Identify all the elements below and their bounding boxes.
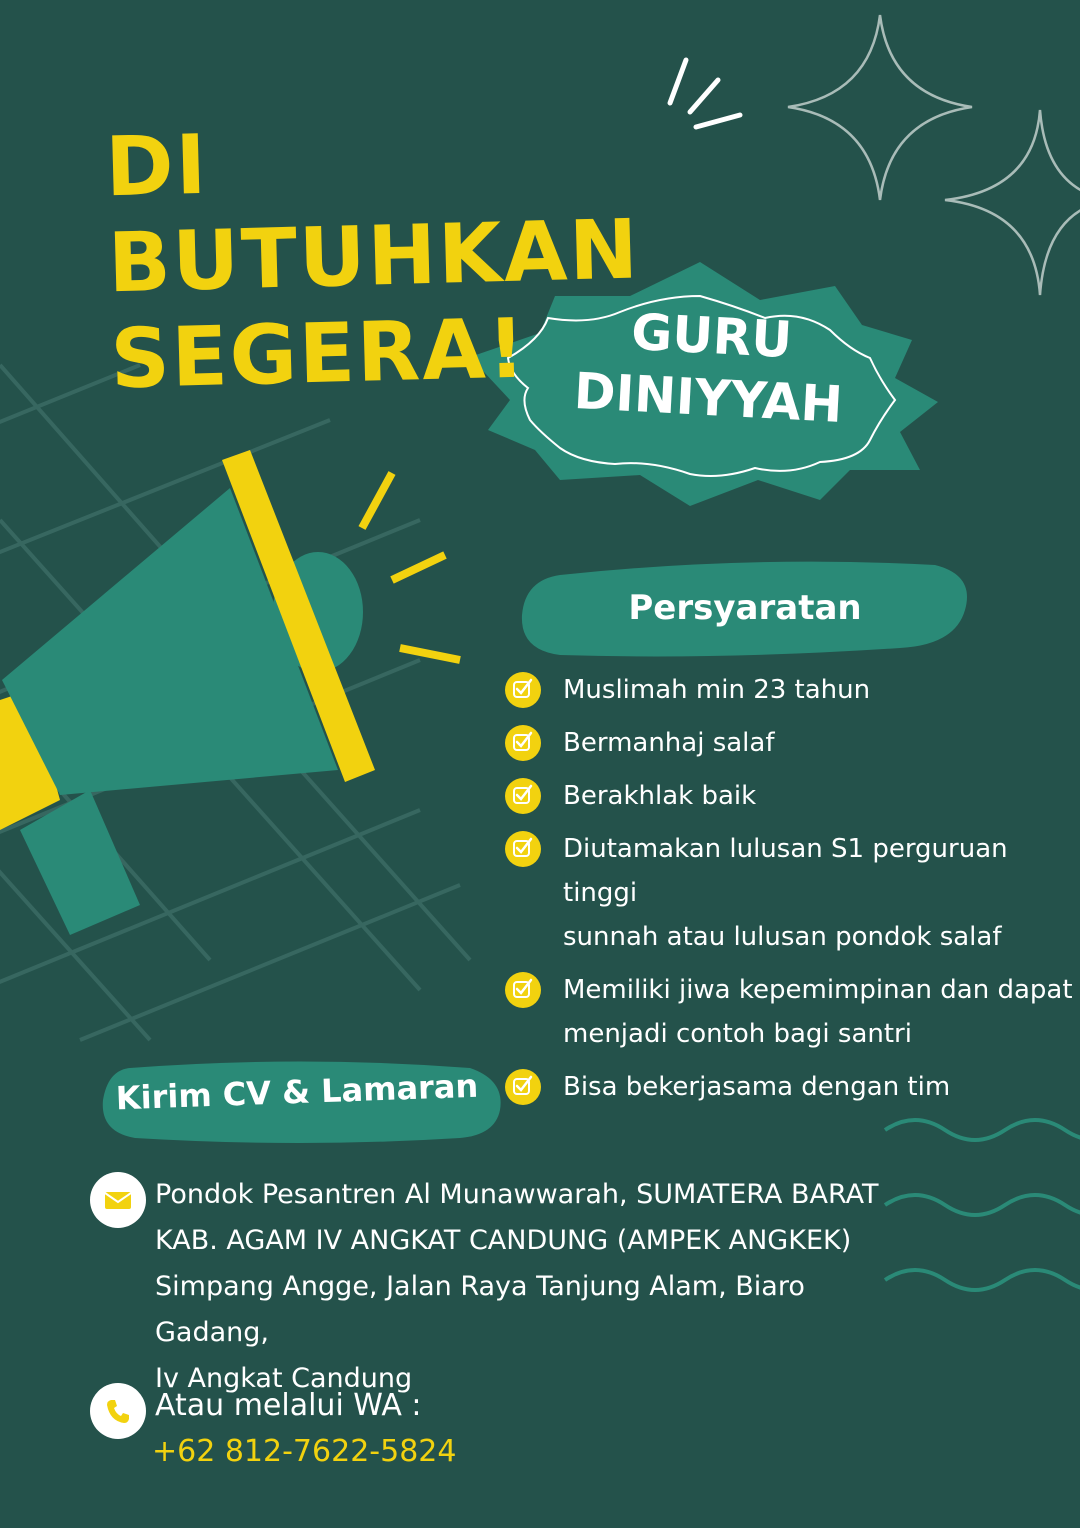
list-item [505,968,1075,1056]
position-badge-title [557,297,863,437]
requirements-list [505,668,1075,1118]
requirements-title: Persyaratan [628,588,862,628]
wave-pattern [885,1120,1080,1290]
address-line: KAB. AGAM IV ANGKAT CANDUNG (AMPEK ANGKEK) [155,1225,852,1256]
requirement-text: Bisa bekerjasama dengan tim [563,1072,951,1102]
megaphone-icon [0,450,375,935]
whatsapp-block [90,1383,910,1475]
requirement-text: Memiliki jiwa kepemimpinan dan dapat [563,975,1073,1005]
check-icon [505,1069,541,1105]
address-line: Pondok Pesantren Al Munawwarah, SUMATERA BARAT [155,1179,879,1210]
list-item [505,721,1075,765]
check-icon [505,725,541,761]
contact-title: Kirim CV & Lamaran [115,1066,479,1118]
requirement-text: Berakhlak baik [563,781,757,811]
position-line-1: GURU [629,302,794,370]
check-icon [505,972,541,1008]
whatsapp-label: Atau melalui WA : [155,1388,422,1423]
check-icon [505,831,541,867]
position-line-2: DINIYYAH [572,361,845,434]
headline-line-2: SEGERA! [109,301,529,408]
check-icon [505,672,541,708]
requirement-text-cont: sunnah atau lulusan pondok salaf [563,922,1002,952]
check-icon [505,778,541,814]
sparkle-star-icon [788,15,1080,295]
requirement-text: Muslimah min 23 tahun [563,675,871,705]
list-item [505,1065,1075,1109]
whatsapp-number[interactable]: +62 812-7622-5824 [152,1434,457,1469]
requirement-text: Diutamakan lulusan S1 perguruan tinggi [563,834,1008,908]
list-item [505,668,1075,712]
phone-icon [90,1383,146,1439]
list-item [505,774,1075,818]
mail-icon [90,1172,146,1228]
sound-lines-icon [362,473,460,660]
headline-line-1: DI BUTUHKAN [104,117,642,312]
address-line: Iv Angkat Candung [155,1363,413,1394]
requirement-text: Bermanhaj salaf [563,728,775,758]
address-block [90,1172,910,1402]
address-line: Simpang Angge, Jalan Raya Tanjung Alam, Biaro Gadang, [155,1271,805,1348]
list-item [505,827,1075,959]
requirement-text-cont: menjadi contoh bagi santri [563,1019,912,1049]
